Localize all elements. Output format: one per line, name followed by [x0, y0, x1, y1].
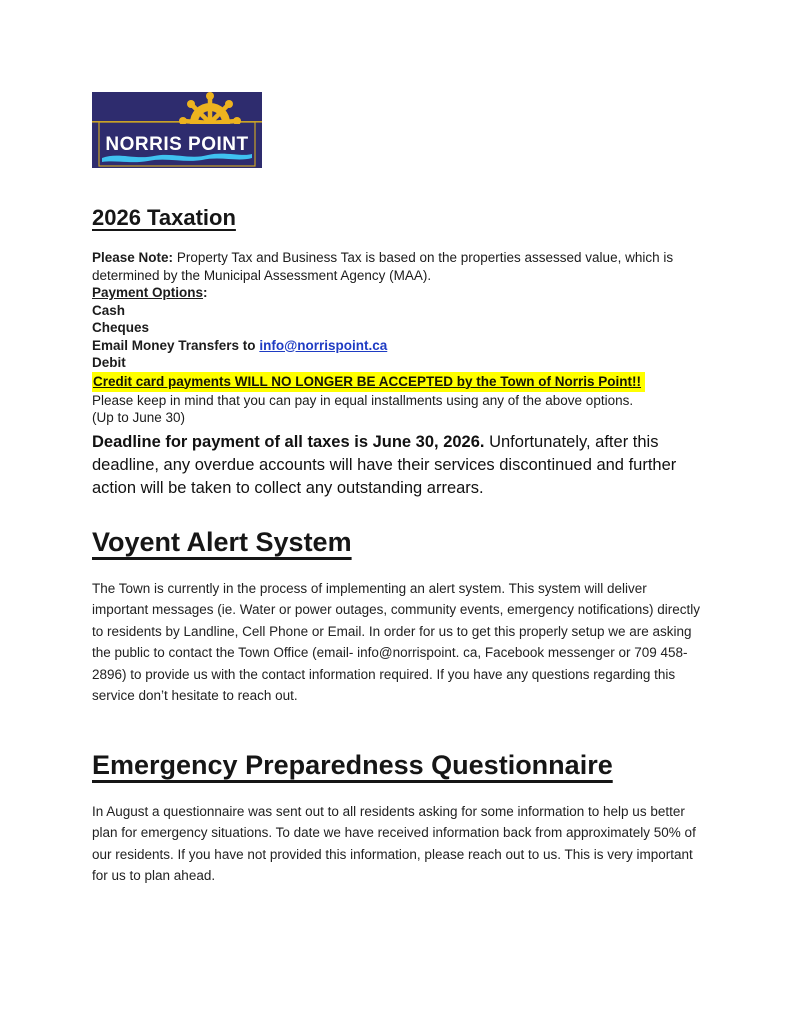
questionnaire-heading: Emergency Preparedness Questionnaire: [92, 749, 613, 780]
credit-card-warning: Credit card payments WILL NO LONGER BE ACCEPTED by the Town of Norris Point!!: [92, 372, 645, 392]
installments-note: Please keep in mind that you can pay in equal installments using any of the above options.: [92, 392, 634, 408]
taxation-heading: 2026 Taxation: [92, 205, 236, 230]
payment-options-colon: :: [203, 285, 208, 300]
taxation-section: [92, 249, 704, 427]
please-note-text: Property Tax and Business Tax is based on the properties assessed value, which is determined by the Municipal Assessment Agency (MAA).: [92, 250, 674, 283]
deadline-text: Unfortunately, after this deadline, any overdue accounts will have their services discontinued and further action will be taken to collect any outstanding arrears.: [92, 432, 677, 497]
voyent-heading: Voyent Alert System: [92, 526, 352, 557]
payment-option-emt: [92, 337, 704, 355]
deadline-paragraph: [92, 431, 704, 500]
please-note-paragraph: [92, 249, 704, 284]
logo-wordmark: NORRIS POINT: [105, 134, 249, 155]
payment-option-cheques: Cheques: [92, 320, 150, 335]
payment-options-label: Payment Options: [92, 285, 204, 300]
payment-options-line: [92, 284, 704, 302]
credit-warning-line: [92, 372, 704, 392]
emt-label: Email Money Transfers to: [92, 337, 256, 353]
voyent-paragraph: The Town is currently in the process of implementing an alert system. This system will deliver important messages (ie. Water or power outages, community events, emergency notifications) directly to residents by Landline, Cell Phone or Email. In order for us to get this properly setup we are asking the public to contact the Town Office (email- info@norrispoint. ca, Facebook messenger or 709 458-2896) to provide us with the contact information required. If you have any questions regarding this service don’t hesitate to reach out.: [92, 580, 701, 703]
payment-option-cash: Cash: [92, 302, 126, 318]
questionnaire-paragraph: In August a questionnaire was sent out to all residents asking for some information to help us better plan for emergency situations. To date we have received information back from approximately 50% of our residents. If you have not provided this information, please reach out to us. This is very important for us to plan ahead.: [92, 803, 696, 883]
installments-period: (Up to June 30): [92, 410, 186, 425]
email-link[interactable]: info@norrispoint.ca: [259, 337, 388, 353]
norris-point-logo: [92, 92, 262, 168]
please-note-label: Please Note:: [92, 250, 174, 265]
deadline-bold: Deadline for payment of all taxes is June 30, 2026.: [92, 432, 485, 451]
payment-option-debit: Debit: [92, 355, 126, 370]
